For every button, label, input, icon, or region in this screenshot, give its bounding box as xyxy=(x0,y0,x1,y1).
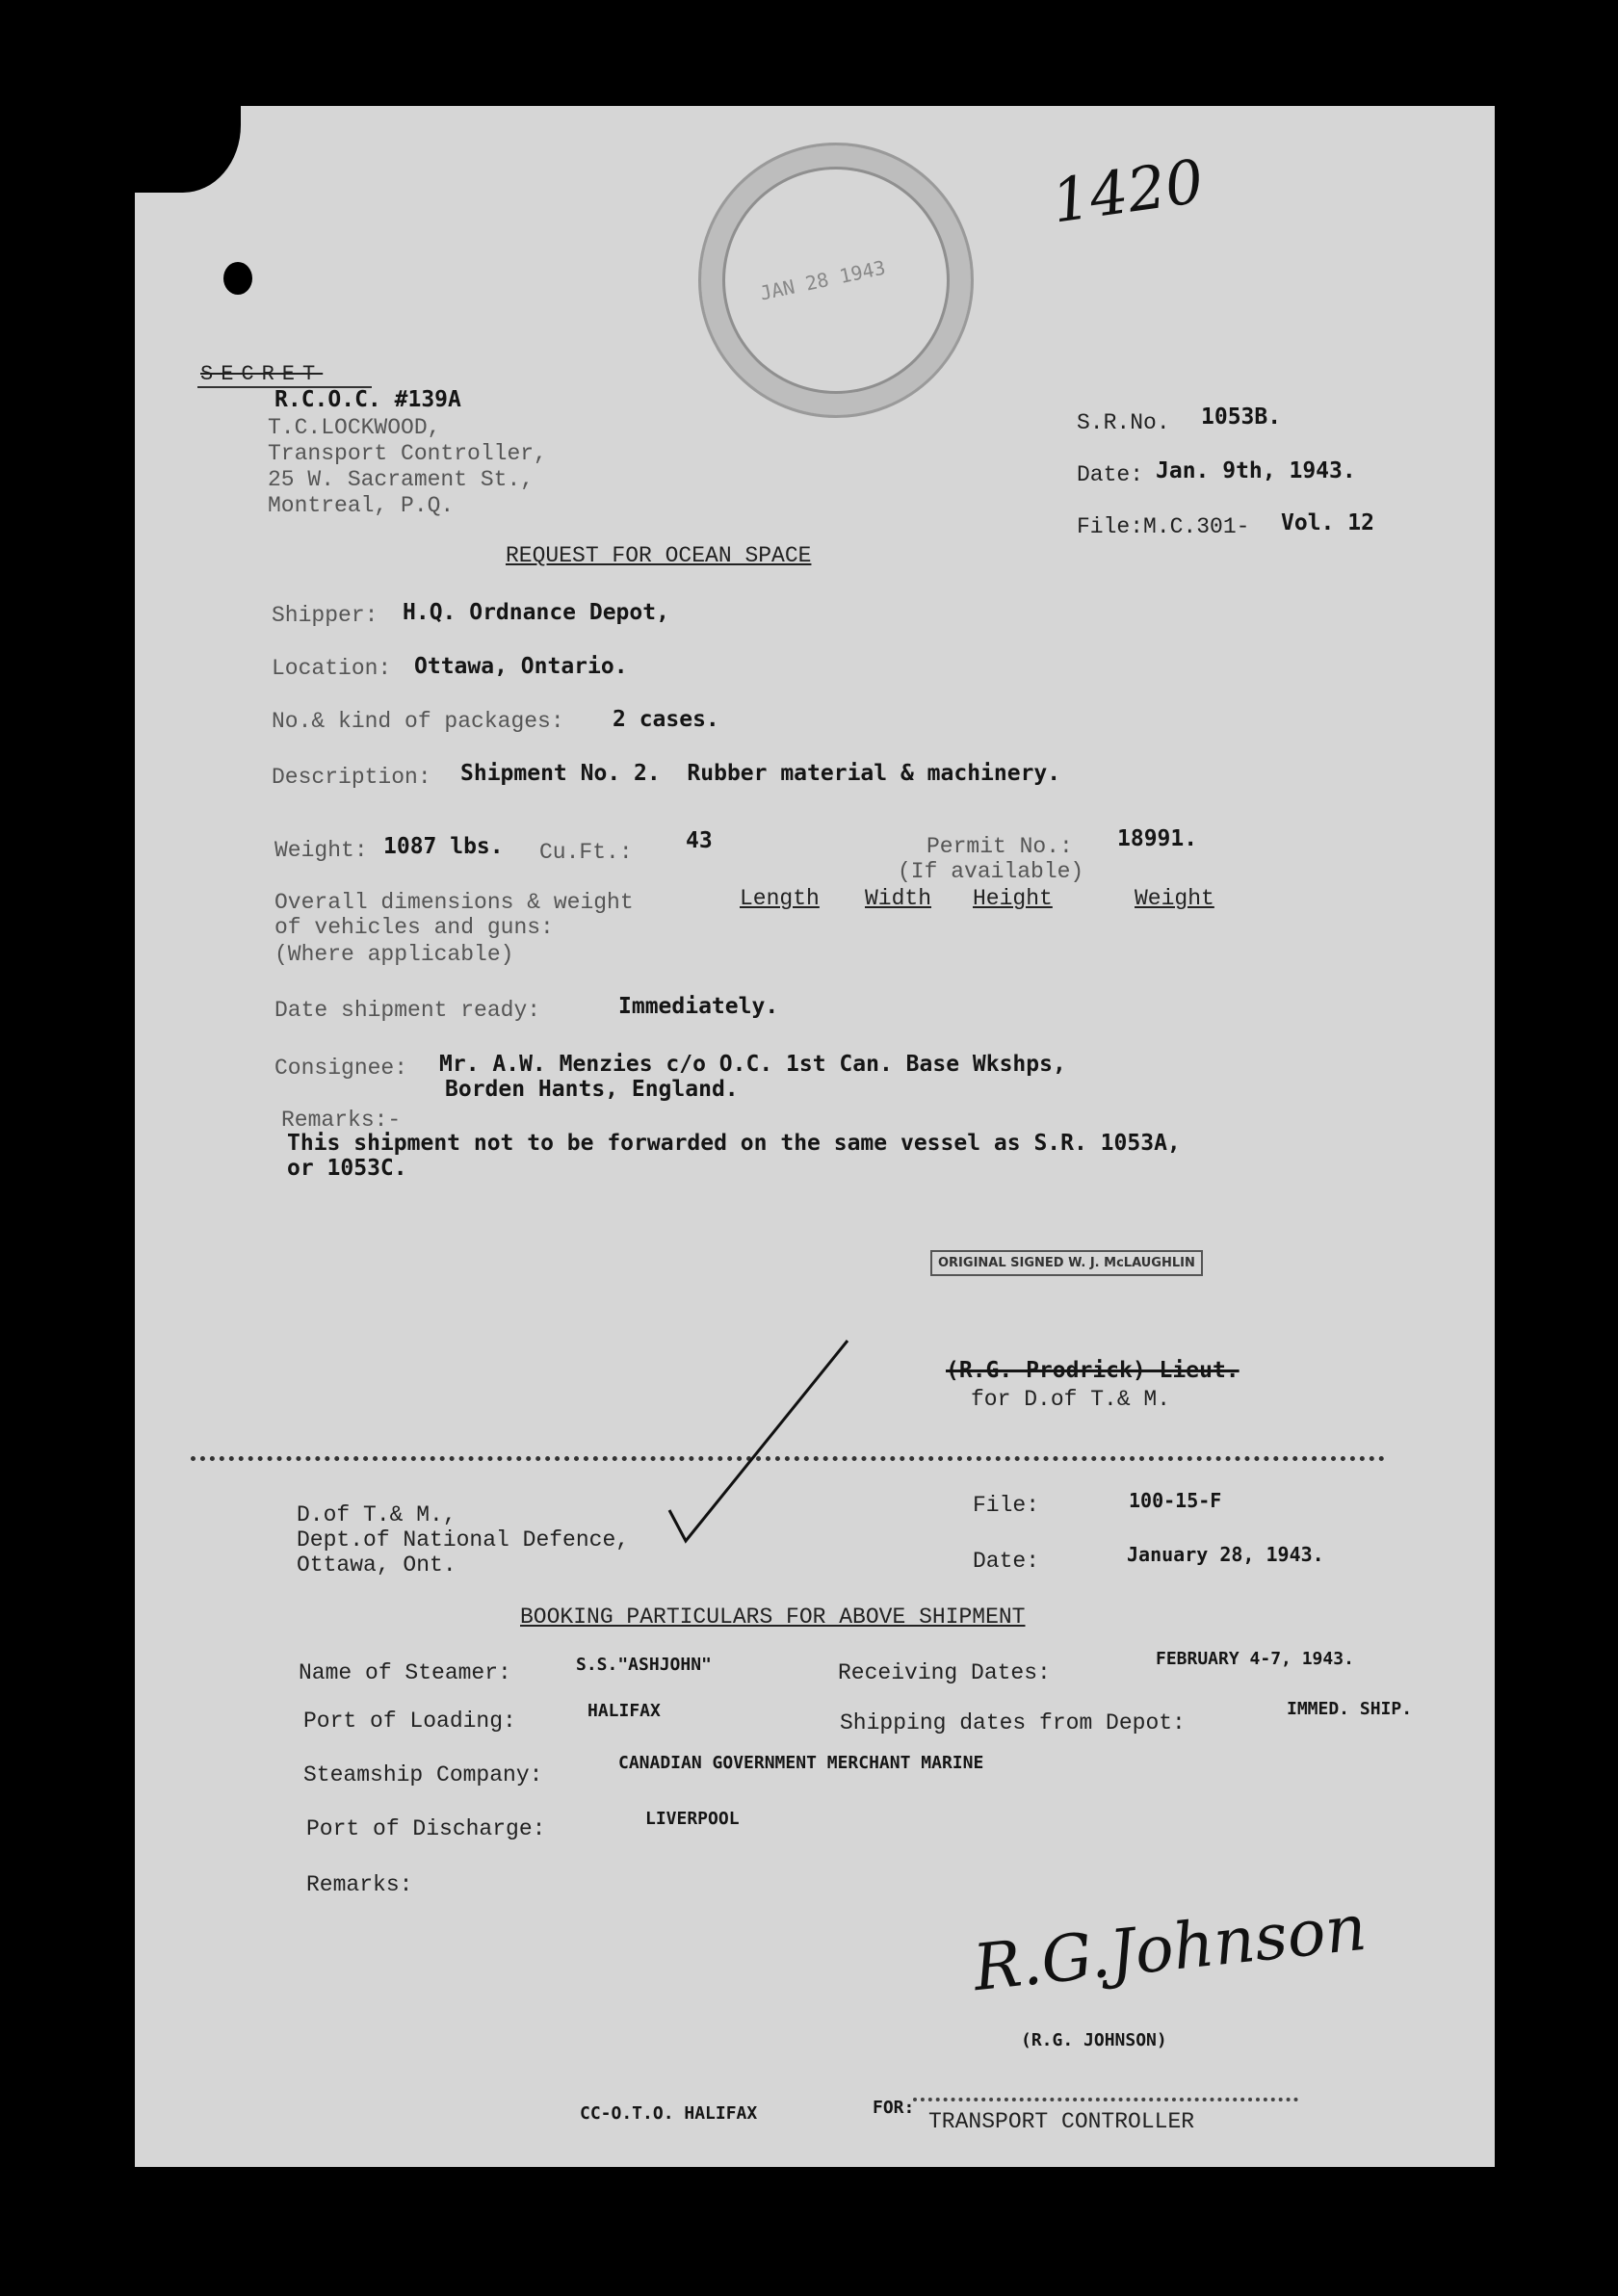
sender-line-3: 25 W. Sacrament St., xyxy=(268,467,535,492)
ready-label: Date shipment ready: xyxy=(274,998,541,1023)
loading-label: Port of Loading: xyxy=(303,1709,516,1734)
handwritten-signature: R.G.Johnson xyxy=(970,1890,1370,2006)
dims-label-2: of vehicles and guns: xyxy=(274,915,554,940)
remarks-label: Remarks:- xyxy=(281,1108,402,1133)
booking-title: BOOKING PARTICULARS FOR ABOVE SHIPMENT xyxy=(520,1605,1026,1630)
discharge-value: LIVERPOOL xyxy=(645,1809,740,1829)
for-label: FOR: xyxy=(873,2098,915,2118)
sender-line-2: Transport Controller, xyxy=(268,441,547,466)
booking-addr-line-3: Ottawa, Ont. xyxy=(297,1552,457,1578)
booking-signatory: (R.G. JOHNSON) xyxy=(1021,2030,1167,2050)
sr-number-value: 1053B. xyxy=(1201,404,1282,430)
dims-col-weight: Weight xyxy=(1135,886,1214,911)
packages-label: No.& kind of packages: xyxy=(272,709,564,734)
remarks-line-2: or 1053C. xyxy=(287,1156,407,1181)
original-signed-stamp: ORIGINAL SIGNED W. J. McLAUGHLIN xyxy=(930,1250,1203,1276)
date-value: Jan. 9th, 1943. xyxy=(1156,458,1356,483)
weight-label: Weight: xyxy=(274,838,368,863)
ready-value: Immediately. xyxy=(618,994,779,1019)
permit-value: 18991. xyxy=(1117,826,1198,851)
classification-label: SECRET xyxy=(200,362,324,386)
receiving-value: FEBRUARY 4-7, 1943. xyxy=(1156,1649,1354,1669)
check-mark xyxy=(669,1341,848,1541)
cuft-label: Cu.Ft.: xyxy=(539,840,633,865)
dims-col-height: Height xyxy=(973,886,1053,911)
booking-file-label: File: xyxy=(973,1493,1040,1518)
shipper-value: H.Q. Ordnance Depot, xyxy=(403,600,669,625)
packages-value: 2 cases. xyxy=(613,707,719,732)
file-label: File:M.C.301- xyxy=(1077,514,1250,539)
steamer-value: S.S."ASHJOHN" xyxy=(576,1655,712,1675)
company-value: CANADIAN GOVERNMENT MERCHANT MARINE xyxy=(618,1753,984,1773)
discharge-label: Port of Discharge: xyxy=(306,1816,546,1841)
shipping-label: Shipping dates from Depot: xyxy=(840,1710,1186,1735)
struck-signatory: (R.G. Prodrick) Lieut. xyxy=(946,1358,1240,1383)
loading-value: HALIFAX xyxy=(587,1701,661,1721)
transport-controller: TRANSPORT CONTROLLER xyxy=(928,2109,1195,2134)
description-value: Shipment No. 2. Rubber material & machinery. xyxy=(460,761,1061,786)
consignee-line-2: Borden Hants, England. xyxy=(445,1077,739,1102)
for-d-of-t-m: for D.of T.& M. xyxy=(971,1387,1171,1412)
company-label: Steamship Company: xyxy=(303,1762,543,1787)
sender-line-1: T.C.LOCKWOOD, xyxy=(268,415,441,440)
request-title: REQUEST FOR OCEAN SPACE xyxy=(506,543,812,568)
booking-addr-line-1: D.of T.& M., xyxy=(297,1502,457,1527)
weight-value: 1087 lbs. xyxy=(383,834,504,859)
file-value: Vol. 12 xyxy=(1281,510,1374,535)
location-value: Ottawa, Ontario. xyxy=(414,654,628,679)
shipper-label: Shipper: xyxy=(272,603,378,628)
reference-number: R.C.O.C. #139A xyxy=(274,387,461,412)
handwritten-file-number: 1420 xyxy=(1047,145,1209,237)
received-date-stamp: JAN 28 1943 xyxy=(698,143,974,418)
consignee-line-1: Mr. A.W. Menzies c/o O.C. 1st Can. Base Wkshps, xyxy=(439,1052,1066,1077)
consignee-label: Consignee: xyxy=(274,1056,408,1081)
booking-file-value: 100-15-F xyxy=(1129,1489,1222,1512)
booking-addr-line-2: Dept.of National Defence, xyxy=(297,1527,630,1552)
booking-date-label: Date: xyxy=(973,1549,1040,1574)
booking-date-value: January 28, 1943. xyxy=(1127,1543,1324,1566)
dims-label-3: (Where applicable) xyxy=(274,942,514,967)
receiving-label: Receiving Dates: xyxy=(838,1660,1051,1685)
dims-label-1: Overall dimensions & weight xyxy=(274,890,634,915)
sender-line-4: Montreal, P.Q. xyxy=(268,493,455,518)
permit-note: (If available) xyxy=(898,859,1084,884)
booking-remarks-label: Remarks: xyxy=(306,1872,413,1897)
dims-col-width: Width xyxy=(865,886,932,911)
sr-number-label: S.R.No. xyxy=(1077,410,1170,435)
location-label: Location: xyxy=(272,656,392,681)
remarks-line-1: This shipment not to be forwarded on the same vessel as S.R. 1053A, xyxy=(287,1131,1181,1156)
steamer-label: Name of Steamer: xyxy=(299,1660,511,1685)
description-label: Description: xyxy=(272,765,431,790)
permit-label: Permit No.: xyxy=(926,834,1073,859)
cc-label: CC-O.T.O. HALIFAX xyxy=(580,2103,758,2124)
date-label: Date: xyxy=(1077,462,1144,487)
cuft-value: 43 xyxy=(686,828,713,853)
shipping-value: IMMED. SHIP. xyxy=(1287,1699,1413,1719)
dims-col-length: Length xyxy=(740,886,820,911)
